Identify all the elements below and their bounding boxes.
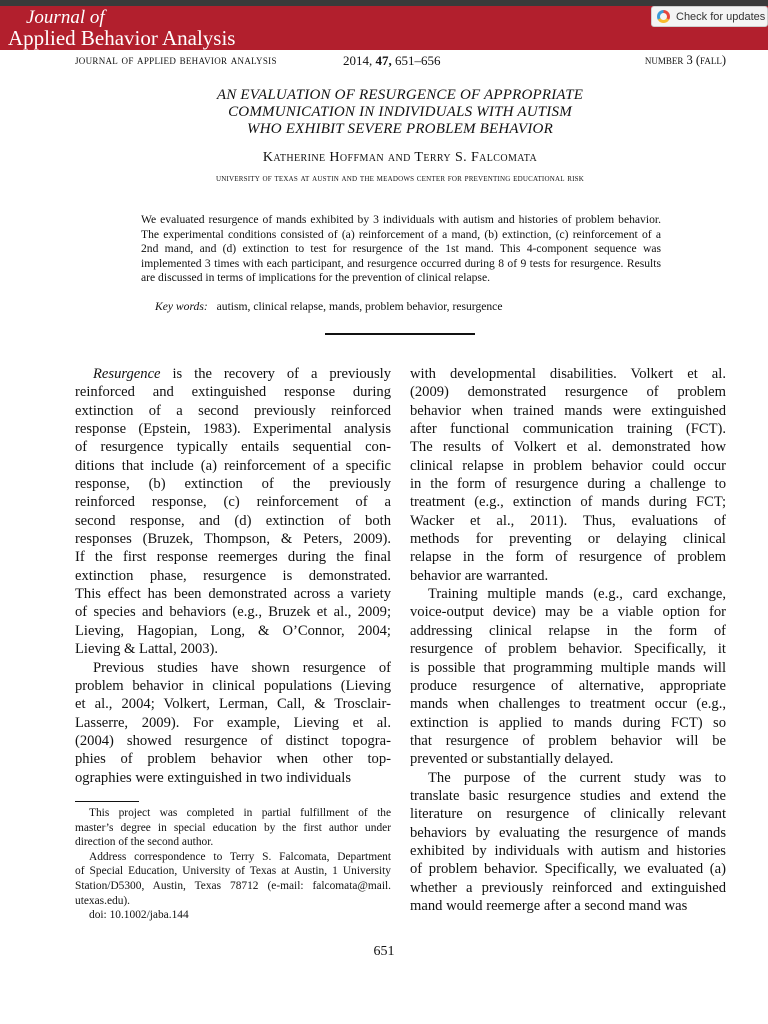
running-head <box>0 53 768 69</box>
footnotes <box>75 806 391 923</box>
running-head-journal: journal of applied behavior analysis <box>75 53 277 67</box>
footnote-line: This project was completed in partial fulfillment of the <box>89 807 391 819</box>
footnote-line: doi: 10.1002/jaba.144 <box>89 909 189 922</box>
body-line: Previous studies have shown resurgence of <box>93 659 391 676</box>
body-column-right <box>410 365 726 915</box>
body-line: Lieving, Hagopian, Long, & O’Connor, 2004; <box>75 622 391 639</box>
check-for-updates-button[interactable] <box>651 6 768 27</box>
abstract-text: We evaluated resurgence of mands exhibited by 3 individuals with autism and histories of problem behavior. The experimental conditions consisted of (a) reinforcement of a mand, (b) extinction, (c) reinforcement of a 2nd mand, and (d) extinction to test for resurgence of the 1st mand. This 4-component sequence was implemented 3 times with each participant, and resurgence occurred during 8 of 9 tests for resurgence. Results are discussed in terms of implications for the prevention of clinical relapse. <box>141 213 661 285</box>
body-line: of resurgence typically entails sequential con- <box>75 439 391 456</box>
body-line: phies of problem behavior when other top- <box>75 751 391 768</box>
body-line-text: is the recovery of a previously <box>160 366 391 382</box>
body-line: voice-output device) may be a viable option for <box>410 604 726 621</box>
body-line: Lieving & Lattal, 2003). <box>75 641 219 658</box>
keywords-list: autism, clinical relapse, mands, problem behavior, resurgence <box>216 300 503 313</box>
footnote-line: of Special Education, University of Texas at Austin, 1 University <box>75 865 391 878</box>
body-line: If the first response reemerges during the final <box>75 549 391 566</box>
body-line: Training multiple mands (e.g., card exchange, <box>428 586 726 603</box>
footnote-line: Station/D5300, Austin, Texas 78712 (e-mail: falcomata@mail. <box>75 879 391 892</box>
crossmark-icon <box>657 10 670 23</box>
running-head-volume: 47, <box>375 53 392 68</box>
body-line: behavior when trained mands were extinguished <box>410 402 726 419</box>
body-line: behavior are warranted. <box>410 567 549 584</box>
body-line: resurgence of problem behavior. Specifically, it <box>410 641 726 658</box>
body-line: reinforced and extinguished response during <box>75 384 391 401</box>
body-line: (2004) showed resurgence of distinct topogra- <box>75 732 391 749</box>
body-line: extinction of a second previously reinforced <box>75 402 391 419</box>
check-for-updates-label: Check for updates <box>676 10 766 23</box>
journal-banner <box>0 6 768 50</box>
body-line: mand would reemerge after a second mand was <box>410 897 688 914</box>
article-title <box>150 87 650 138</box>
body-line: This effect has been demonstrated across a variety <box>75 586 391 603</box>
body-line: whether a previously reinforced and extinguished <box>410 879 726 896</box>
body-line: The purpose of the current study was to <box>428 769 726 786</box>
running-head-year: 2014, <box>343 53 373 68</box>
body-line: literature on resurgence of clinically relevant <box>410 806 726 823</box>
body-line: et al., 2004; Volkert, Lerman, Call, & Trosclair- <box>75 696 391 713</box>
body-line: mands when challenges to treatment occur (e.g., <box>410 696 726 713</box>
body-line: (2009) demonstrated resurgence of problem <box>410 384 726 401</box>
body-line: behaviors by evaluating the resurgence of mands <box>410 824 726 841</box>
body-line: The results of Volkert et al. demonstrated how <box>410 439 726 456</box>
body-line: prevented or substantially delayed. <box>410 751 614 768</box>
footnote-line: Address correspondence to Terry S. Falcomata, Department <box>89 850 391 863</box>
section-divider <box>325 333 475 335</box>
article-affiliation: university of texas at austin and the meadows center for preventing educational risk <box>215 174 585 184</box>
title-line: AN EVALUATION OF RESURGENCE OF APPROPRIATE <box>216 87 584 103</box>
body-line: of problem behavior. Specifically, we evaluated (a) <box>410 861 726 878</box>
body-line: after functional communication training (FCT). <box>410 421 726 438</box>
body-line: exhibited by individuals with autism and histories <box>410 842 726 859</box>
title-line: COMMUNICATION IN INDIVIDUALS WITH AUTISM <box>228 104 572 120</box>
body-line: methods for preventing or delaying clinical <box>410 531 726 548</box>
footnote-line: direction of the second author. <box>75 836 214 849</box>
body-column-left <box>75 365 391 787</box>
body-line: ditions that include (a) reinforcement of a specific <box>75 457 391 474</box>
body-line: clinical relapse in problem behavior could occur <box>410 457 726 474</box>
body-line: second response, and (d) extinction of both <box>75 512 391 529</box>
body-line: extinction is applied to mands during FCT) so <box>410 714 726 731</box>
body-line <box>75 365 391 383</box>
banner-journal-name: Applied Behavior Analysis <box>8 26 236 50</box>
body-line: treatment (e.g., extinction of mands during FCT; <box>410 494 726 511</box>
banner-journal-label: Journal of <box>26 7 105 28</box>
keywords <box>155 300 502 315</box>
body-line: relapse in the form of resurgence of problem <box>410 549 726 566</box>
body-line: problem behavior in clinical populations (Lieving <box>75 677 391 694</box>
body-line: response, (b) extinction of the previously <box>75 476 391 493</box>
body-line: with developmental disabilities. Volkert et al. <box>410 366 726 382</box>
body-line: ographies were extinguished in two individuals <box>75 769 352 786</box>
page-number: 651 <box>373 944 395 959</box>
lead-term: Resurgence <box>93 366 161 382</box>
body-line: Wacker et al., 2011). Thus, evaluations of <box>410 512 726 529</box>
footnote-divider <box>75 801 139 802</box>
running-head-pages: 651–656 <box>395 53 441 68</box>
body-line: in the form of resurgence during a challenge to <box>410 476 726 493</box>
running-head-issue: number 3 (fall) <box>644 53 726 67</box>
keywords-label: Key words: <box>155 300 208 313</box>
body-line: of species and behaviors (e.g., Bruzek et al., 2009; <box>75 604 391 621</box>
article-authors: Katherine Hoffman and Terry S. Falcomata <box>262 150 538 165</box>
body-line: reinforced response, (c) reinforcement of a <box>75 494 391 511</box>
body-line: addressing clinical relapse in the form of <box>410 622 726 639</box>
title-line: WHO EXHIBIT SEVERE PROBLEM BEHAVIOR <box>247 121 553 137</box>
body-line: responses (Bruzek, Thompson, & Peters, 2009). <box>75 531 391 548</box>
footnote-line: utexas.edu). <box>75 894 131 907</box>
running-head-citation <box>343 53 441 69</box>
body-line: produce resurgence of alternative, appropriate <box>410 677 726 694</box>
footnote-line: master’s degree in special education by the first author under <box>75 821 391 834</box>
body-line: extinction phase, resurgence is demonstrated. <box>75 567 391 584</box>
body-line: that resurgence of problem behavior will be <box>410 732 726 749</box>
body-line: is possible that programming multiple mands will <box>410 659 726 676</box>
body-line: response (Epstein, 1983). Experimental analysis <box>75 421 391 438</box>
body-line: Lasserre, 2009). For example, Lieving et al. <box>75 714 391 731</box>
body-line: translate basic resurgence studies and extend the <box>410 787 726 804</box>
